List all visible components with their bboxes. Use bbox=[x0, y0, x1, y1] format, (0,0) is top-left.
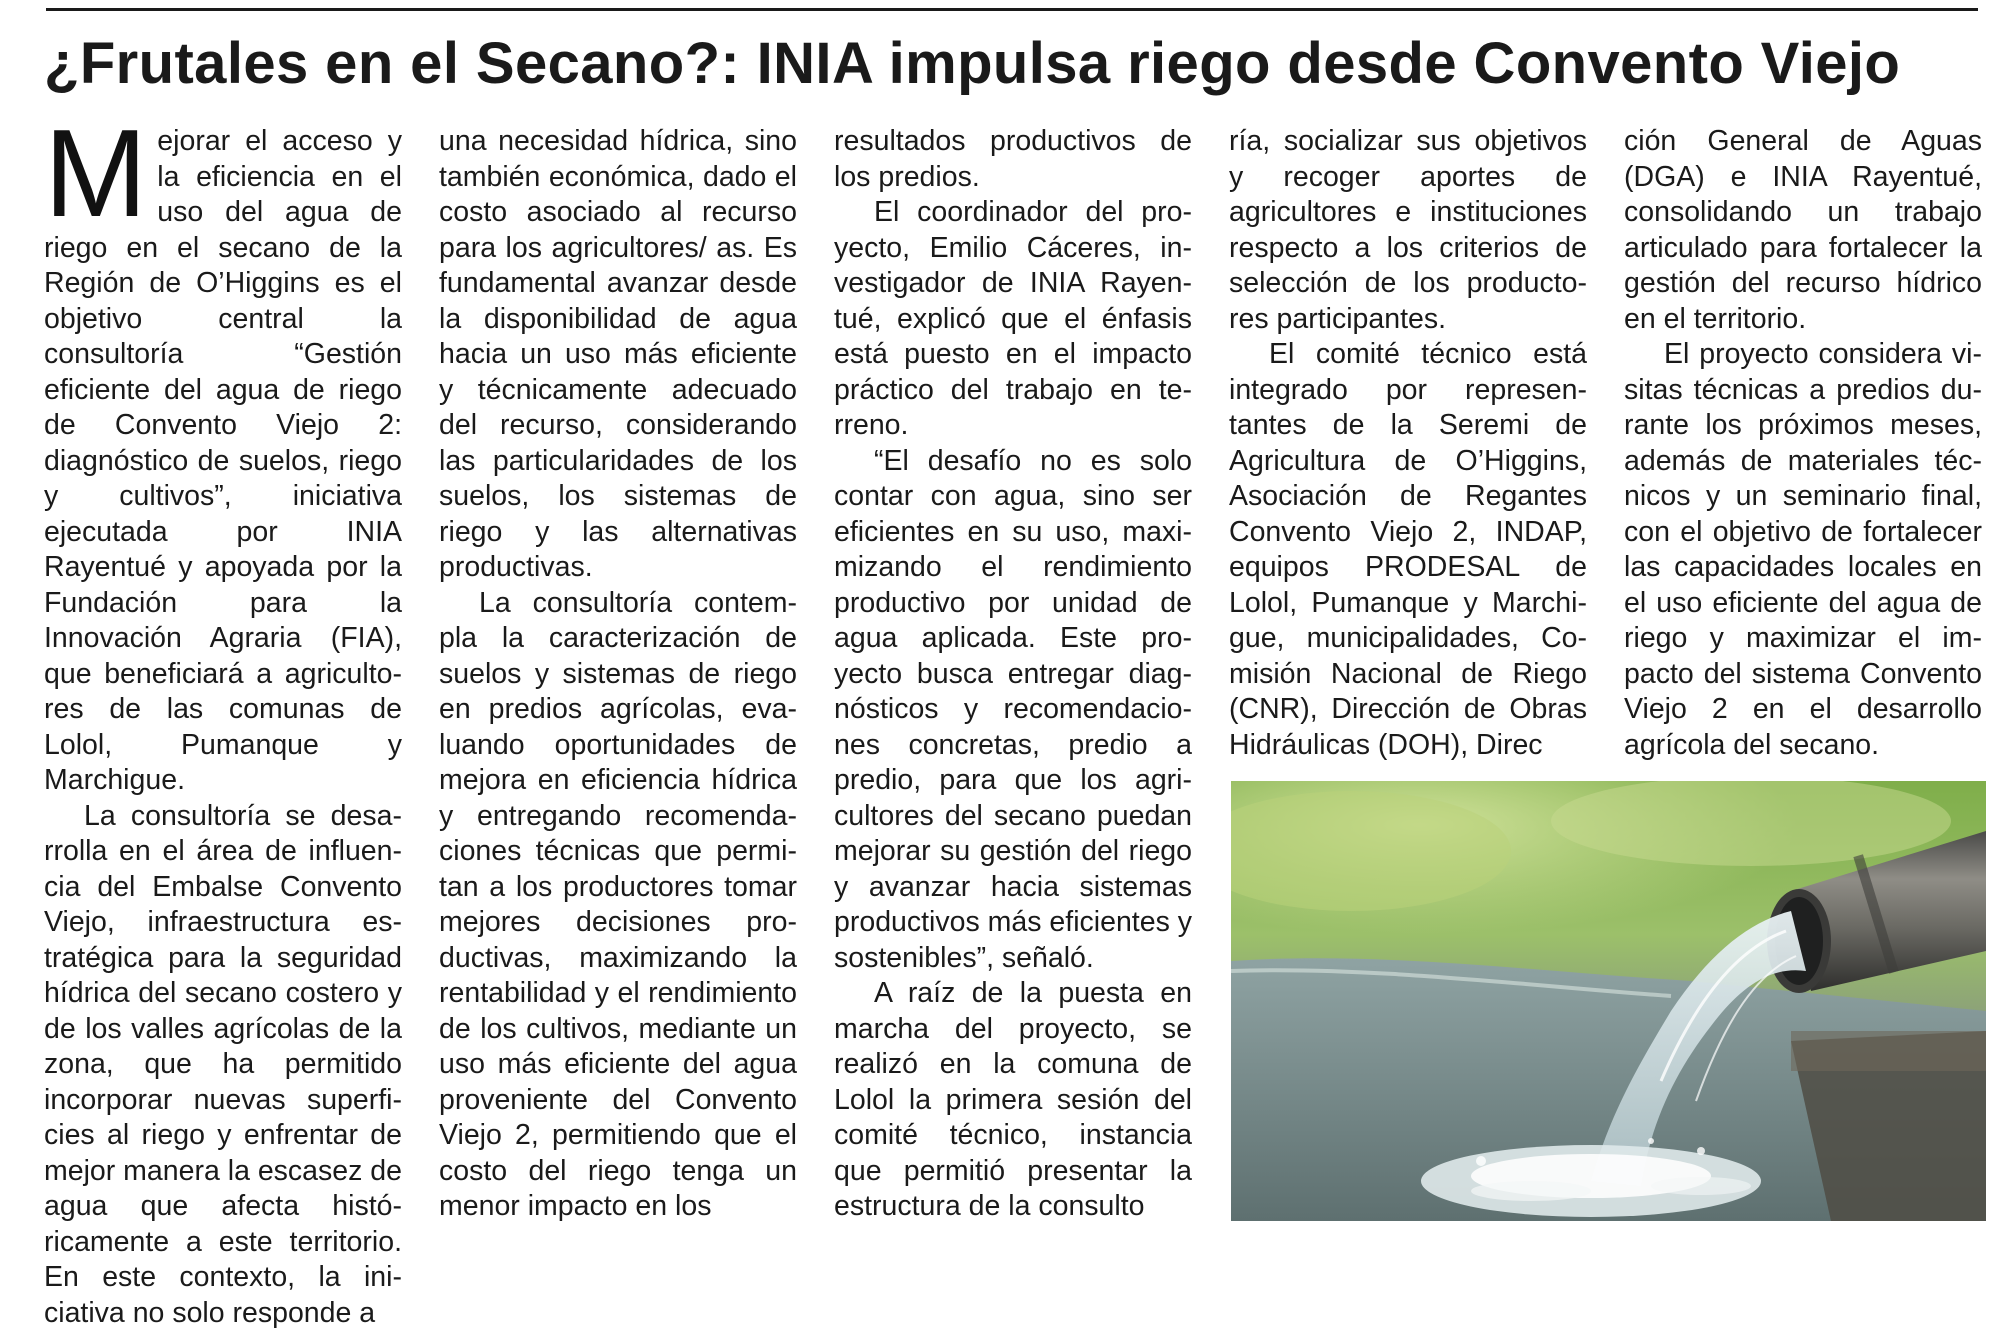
paragraph: El coordinador del proyecto, Emilio Cáceres, investigador de INIA Rayentué, explicó que el énfasis está puesto en el impacto práctico del trabajo en terreno. bbox=[834, 195, 1192, 444]
article-photo-irrigation-pipe bbox=[1231, 781, 1986, 1221]
column-3 bbox=[834, 124, 1192, 1234]
paragraph bbox=[44, 124, 402, 799]
paragraph: La consultoría contempla la caracterización de suelos y sistemas de riego en predios agrícolas, evaluando oportunidades de mejora en eficiencia hídrica y entregando recomendaciones técnicas que permitan a los productores tomar mejores decisiones productivas, maximizando la rentabilidad y el rendimiento de los cultivos, mediante un uso más eficiente del agua proveniente del Convento Viejo 2, permitiendo que el costo del riego tenga un menor impacto en los bbox=[439, 586, 797, 1225]
column-1 bbox=[44, 124, 402, 1234]
quote-paragraph: “El desafío no es solo contar con agua, sino ser eficientes en su uso, maximizando el rendimiento productivo por unidad de agua aplicada. Este proyecto busca entregar diagnósticos y recomendaciones concretas, predio a predio, para que los agricultores del secano puedan mejorar su gestión del riego y avanzar hacia sistemas productivos más eficientes y sostenibles”, señaló. bbox=[834, 444, 1192, 977]
paragraph: una necesidad hídrica, sino también económica, dado el costo asociado al recurso para los agricultores/ as. Es fundamental avanzar desde la disponibilidad de agua hacia un uso más eficiente y técnicamente adecuado del recurso, considerando las particularidades de los suelos, los sistemas de riego y las alternativas productivas. bbox=[439, 124, 797, 586]
article-headline: ¿Frutales en el Secano?: INIA impulsa riego desde Convento Viejo bbox=[44, 26, 1984, 102]
paragraph-text: ejorar el acceso y la eficiencia en el uso del agua de riego en el secano de la Región de O’Higgins es el objetivo central la consultoría “Gestión eficiente del agua de riego de Convento Viejo 2: diagnóstico de suelos, riego y cultivos”, iniciativa ejecutada por INIA Rayentué y apoyada por la Fundación para la Innovación Agraria (FIA), que beneficiará a agricultores de las comunas de Lolol, Pumanque y Marchigue. bbox=[44, 125, 402, 796]
paragraph: El comité técnico está integrado por representantes de la Seremi de Agricultura de O’Higgins, Asociación de Regantes Convento Viejo 2, INDAP, equipos PRODESAL de Lolol, Pumanque y Marchigue, municipalidades, Comisión Nacional de Riego (CNR), Dirección de Obras Hidráulicas (DOH), Direc bbox=[1229, 337, 1587, 763]
paragraph: El proyecto considera visitas técnicas a predios durante los próximos meses, además de materiales técnicos y un seminario final, con el objetivo de fortalecer las capacidades locales en el uso eficiente del agua de riego y maximizar el impacto del sistema Convento Viejo 2 en el desarrollo agrícola del secano. bbox=[1624, 337, 1982, 763]
paragraph: resultados productivos de los predios. bbox=[834, 124, 1192, 195]
drop-cap: M bbox=[44, 126, 147, 226]
water-pipe-illustration bbox=[1231, 781, 1986, 1221]
paragraph: La consultoría se desarrolla en el área de influencia del Embalse Convento Viejo, infraestructura estratégica para la seguridad hídrica del secano costero y de los valles agrícolas de la zona, que ha permitido incorporar nuevas superficies al riego y enfrentar de mejor manera la escasez de agua que afecta históricamente a este territorio. En este contexto, la iniciativa no solo responde a bbox=[44, 799, 402, 1331]
paragraph: ría, socializar sus objetivos y recoger aportes de agricultores e instituciones respecto a los criterios de selección de los productores participantes. bbox=[1229, 124, 1587, 337]
paragraph: A raíz de la puesta en marcha del proyecto, se realizó en la comuna de Lolol la primera sesión del comité técnico, instancia que permitió presentar la estructura de la consulto bbox=[834, 976, 1192, 1225]
top-rule bbox=[46, 8, 1978, 11]
column-2 bbox=[439, 124, 797, 1234]
paragraph: ción General de Aguas (DGA) e INIA Rayentué, consolidando un trabajo articulado para fortalecer la gestión del recurso hídrico en el territorio. bbox=[1624, 124, 1982, 337]
